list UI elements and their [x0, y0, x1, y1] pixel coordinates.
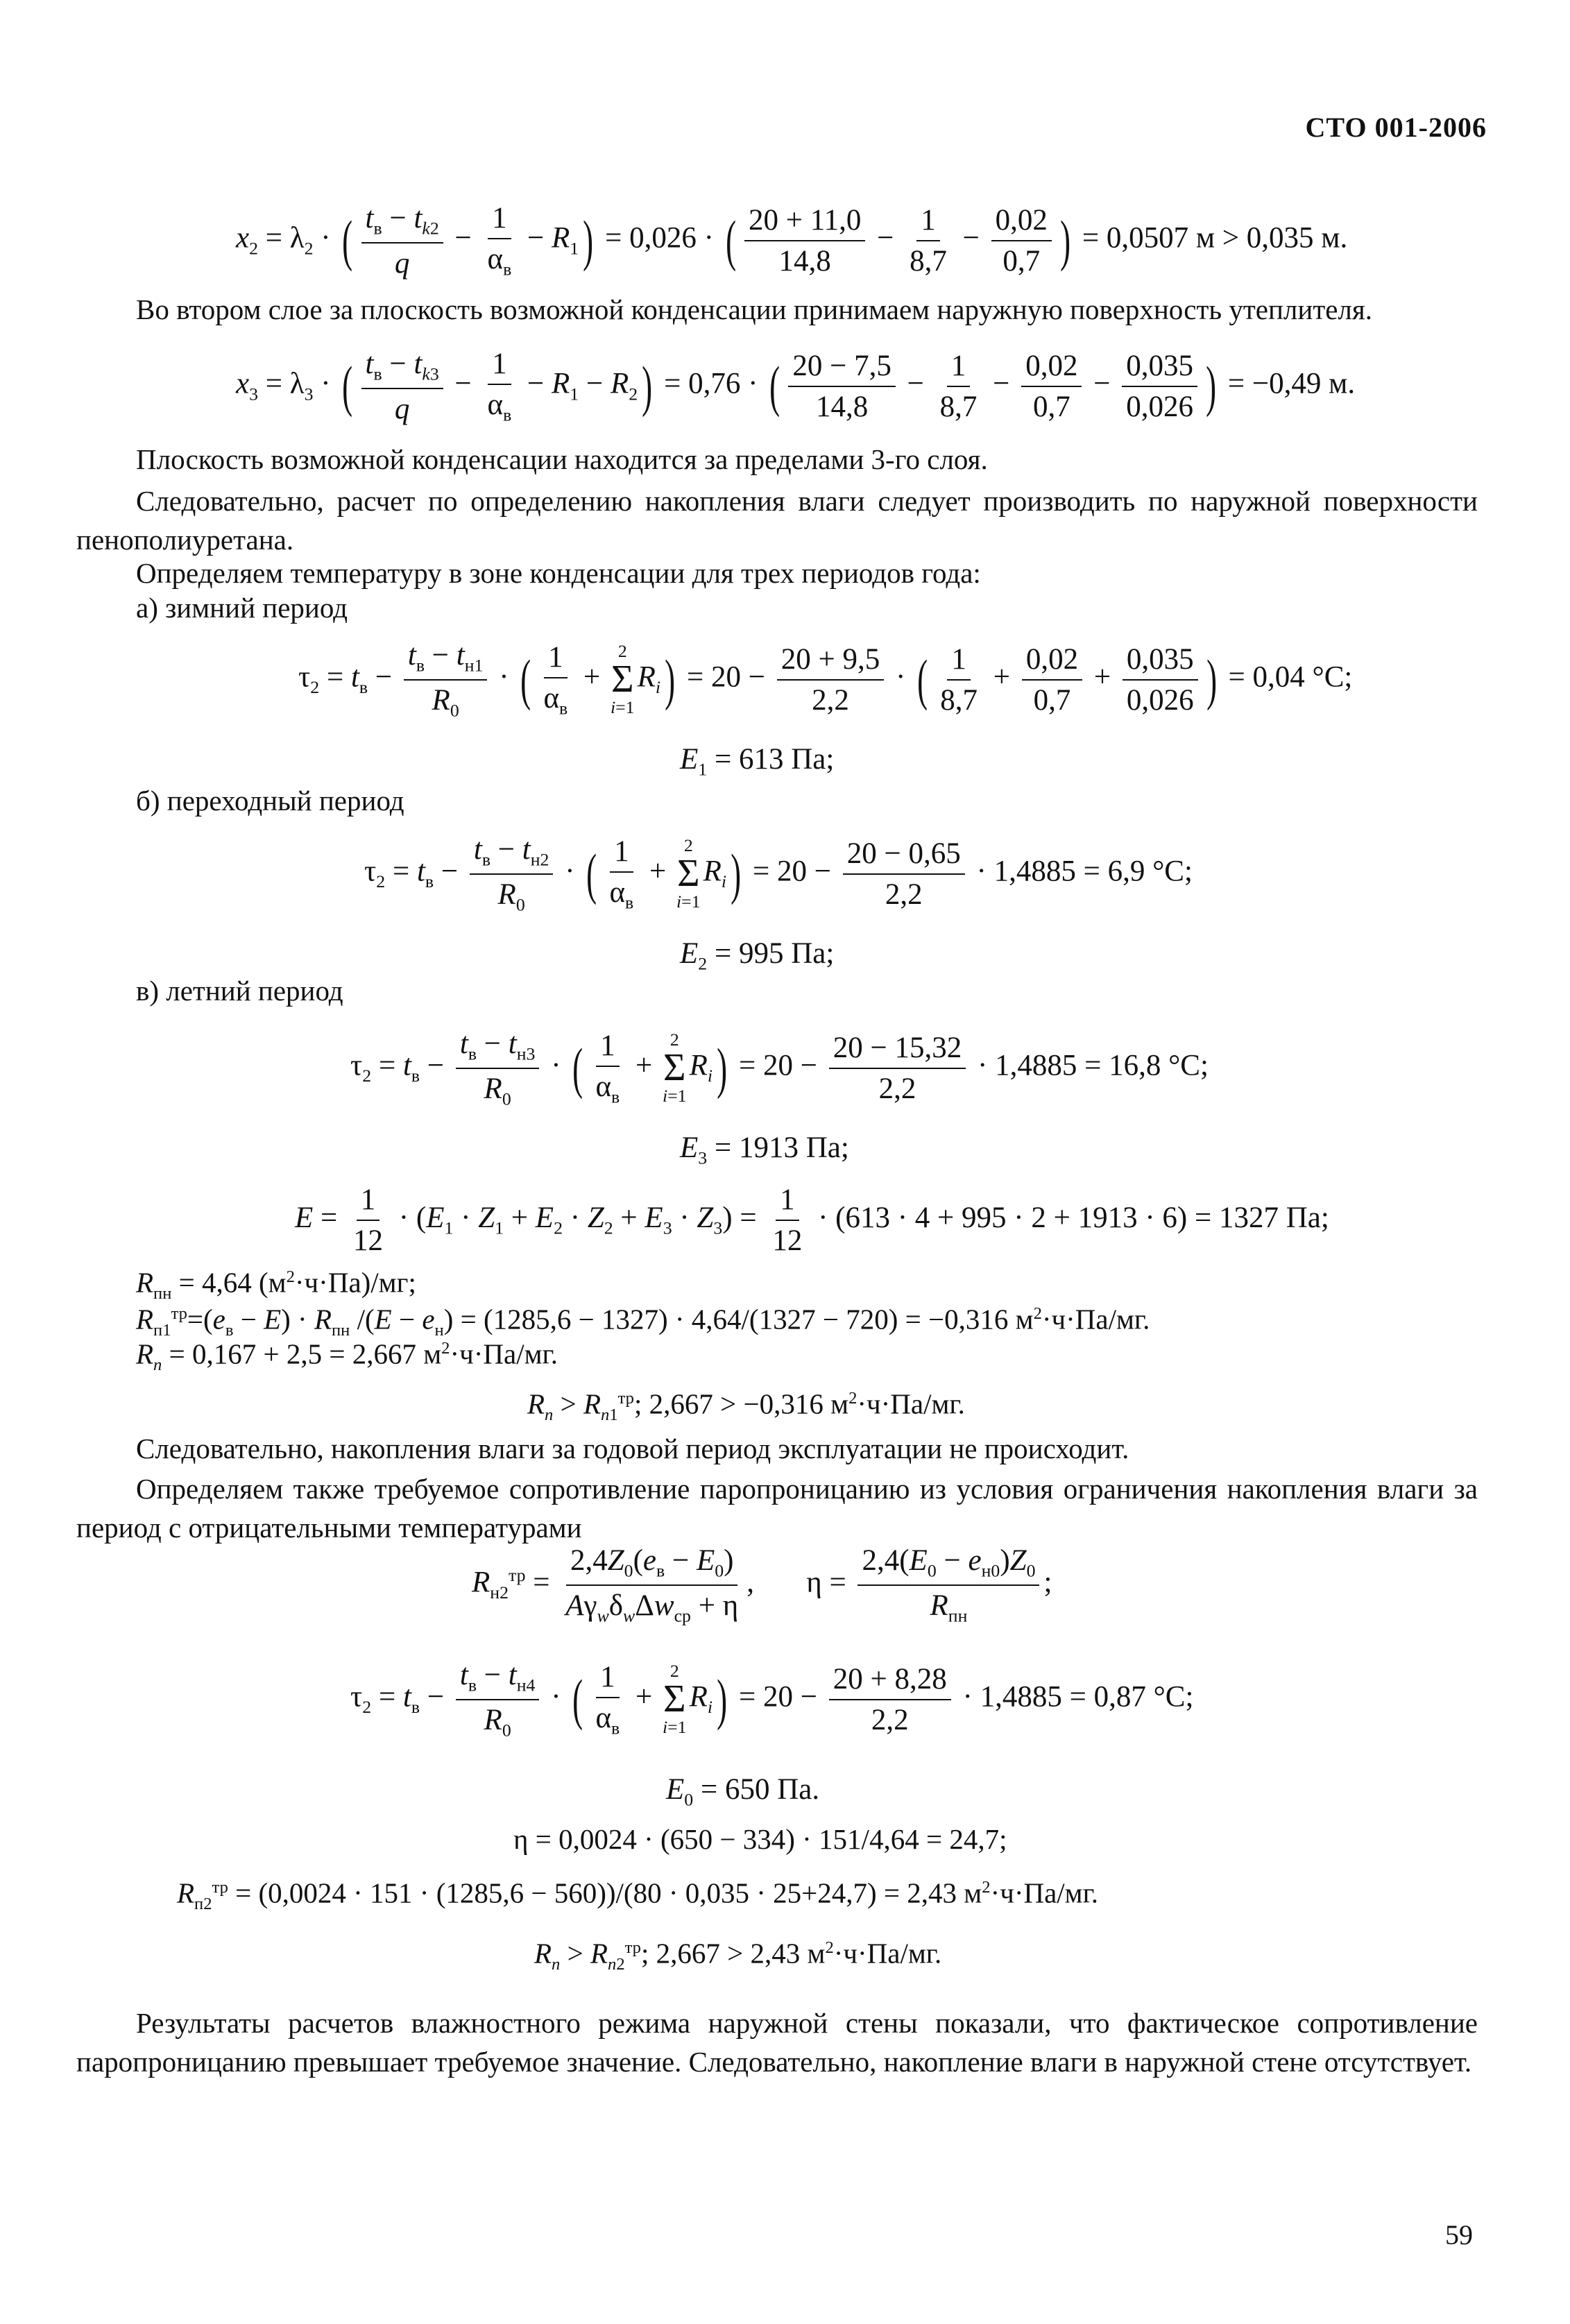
equation-e1: $E_1 = 613$ Па;	[680, 743, 835, 780]
label-transitional: б) переходный период	[136, 785, 404, 817]
equation-e2: $E_2 = 995$ Па;	[680, 937, 835, 974]
equation-tau-transitional: $\tau_2 = t_в$ − $\frac{t_в - t_{н2}}{R_0}$ · ( $\frac{1}{\alpha_в}$ + 2 Σ i=1 $R_i) = 20$ − $\frac{20 - 0,65}{2,2}$ · 1,4885 = 6,9 °С;	[364, 833, 1193, 915]
paragraph-result: Результаты расчетов влажностного режима наружной стены показали, что фактическое сопротивление паропроницанию превышает требуемое значение. Следовательно, накопление влаги в наружной стене отсутствует.	[76, 2007, 1478, 2078]
equation-x2: $x_2 = \lambda_2$ · ( $\frac{t_в - t_{k2}}{q}$ − $\frac{1}{\alpha_в}$ − $R_1) = 0,026$ · ( $\frac{20 + 11,0}{14,8}$ − $\frac{1}{8,7}$ − $\frac{0,02}{0,7}$ ) = 0,0507 м > 0,035 м.	[236, 202, 1348, 280]
equation-rpn: $R_{пн} = 4,64$ $(м^2\cdot ч\cdot Па)/мг$;	[136, 1266, 416, 1303]
equation-rn: $R_п = 0,167 + 2,5 = 2,667$ $м^2\cdot ч\cdot Па/мг$.	[136, 1338, 558, 1374]
paragraph-second-layer: Во втором слое за плоскость возможной конденсации принимаем наружную поверхность утеплителя.	[136, 293, 1372, 325]
paragraph-outside: Плоскость возможной конденсации находится за пределами 3-го слоя.	[136, 443, 988, 475]
equation-compare-2: $R_п > R_{п2}^{тр}$; 2,667 > 2,43 $м^2\cdot ч\cdot Па/мг$.	[534, 1937, 942, 1974]
equation-tau-negative: $\tau_2 = t_в$ − $\frac{t_в - t_{н4}}{R_0}$ · ( $\frac{1}{\alpha_в}$ + 2 Σ i=1 $R_i) = 20$ − $\frac{20 + 8,28}{2,2}$ · 1,4885 = 0,87 °С;	[350, 1659, 1194, 1741]
equation-e0: $E_0 = 650$ Па.	[666, 1773, 820, 1810]
label-winter: а) зимний период	[136, 592, 348, 624]
equation-compare-1: $R_п > R_{п1}^{тр}$; 2,667 > −0,316 $м^2\cdot ч\cdot Па/мг$.	[527, 1387, 965, 1424]
paragraph-determine: Определяем температуру в зоне конденсации для трех периодов года:	[136, 557, 981, 589]
equation-rn2tr-value: $R_{п2}^{тр} = (0,0024 \cdot 151 \cdot (1285,6 - 560))/(80 \cdot 0,035 \cdot 25+24,7) = 2,43$ $м^2\cdot ч\cdot Па/мг$.	[177, 1877, 1099, 1913]
paragraph-required: Определяем также требуемое сопротивление паропроницанию из условия ограничения накопления влаги за период с отрицательными температурами	[76, 1473, 1478, 1544]
page-number: 59	[1445, 2219, 1473, 2250]
equation-tau-summer: $\tau_2 = t_в$ − $\frac{t_в - t_{н3}}{R_0}$ · ( $\frac{1}{\alpha_в}$ + 2 Σ i=1 $R_i) = 20$ − $\frac{20 - 15,32}{2,2}$ · 1,4885 = 16,8 °С;	[350, 1027, 1209, 1109]
equation-e3: $E_3 = 1913$ Па;	[680, 1131, 849, 1168]
equation-tau-winter: $\tau_2 = t_в$ − $\frac{t_в - t_{н1}}{R_0}$ · ( $\frac{1}{\alpha_в}$ + 2 Σ i=1 $R_i) = 20$ − $\frac{20 + 9,5}{2,2}$ · ( $\frac{1}{8,7}$ + $\frac{0,02}{0,7}$ + $\frac{0,035}{0,026}$ ) = 0,04 °С;	[298, 639, 1353, 721]
equation-eta: η = 0,0024 · (650 − 334) · 151/4,64 = 24,7;	[513, 1823, 1007, 1855]
label-summer: в) летний период	[136, 975, 343, 1007]
document-code: СТО 001-2006	[1305, 112, 1487, 143]
paragraph-no-accumulation: Следовательно, накопления влаги за годовой период эксплуатации не происходит.	[136, 1433, 1129, 1464]
equation-rn1tr: $R_{п1}^{тр}=(e_в - E) \cdot R_{пн}$ $/(E - e_н) = (1285,6 - 1327) \cdot 4,64/(1327 - 720) = -0,316$ $м^2\cdot ч\cdot Па/мг$.	[136, 1303, 1150, 1340]
equation-e-average: E = $\frac{1}{12}$ · $(E_1 \cdot Z_1 + E_2 \cdot Z_2 + E_3 \cdot Z_3)$ = $\frac{1}{12}$ · (613 · 4 + 995 · 2 + 1913 · 6) = 1327 Па;	[295, 1184, 1329, 1257]
paragraph-therefore: Следовательно, расчет по определению накопления влаги следует производить по наружной поверхности пенополиуретана.	[76, 485, 1478, 556]
equation-x3: $x_3 = \lambda_3$ · ( $\frac{t_в - t_{k3}}{q}$ − $\frac{1}{\alpha_в}$ − $R_1 - R_2) = 0,76$ · ( $\frac{20 - 7,5}{14,8}$ − $\frac{1}{8,7}$ − $\frac{0,02}{0,7}$ − $\frac{0,035}{0,026}$ ) = −0,49 м.	[236, 348, 1356, 425]
equation-rn2tr-formula: $R_{н2}^{тр}$ = $\frac{2,4Z_0(e_в - E_0)}{A\gamma_w\delta_w\Delta w_{ср} + \eta}$ , η = $\frac{2,4(E_0 - e_{н0})Z_0}{R_{пн}}$ ;	[472, 1544, 1052, 1626]
